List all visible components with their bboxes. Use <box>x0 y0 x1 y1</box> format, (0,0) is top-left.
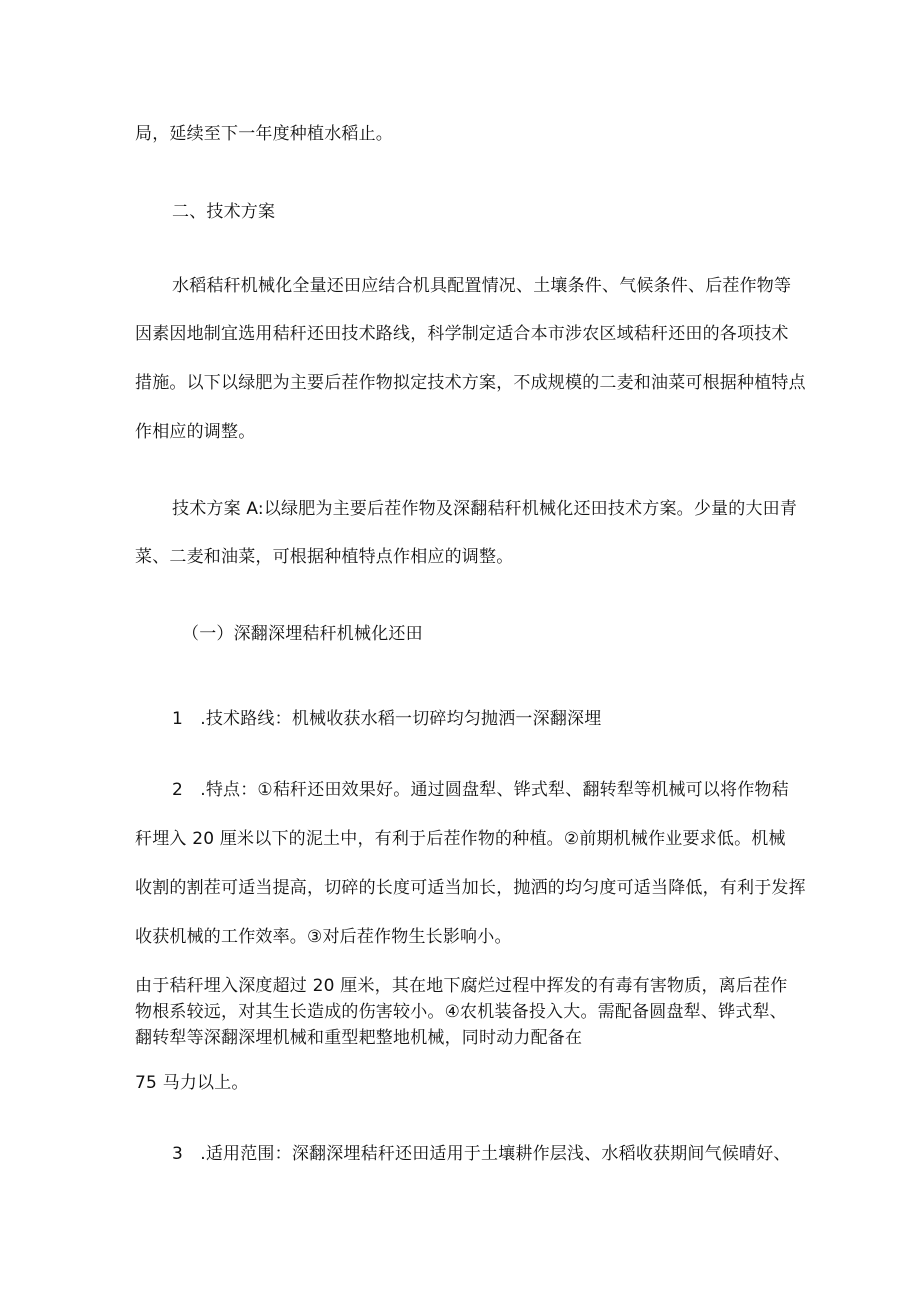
paragraph-line: 由于秸秆埋入深度超过 20 厘米，其在地下腐烂过程中挥发的有毒有害物质，离后茬作 <box>135 976 788 996</box>
paragraph-line: 因素因地制宜选用秸秆还田技术路线，科学制定适合本市涉农区域秸秆还田的各项技术 <box>135 324 789 344</box>
paragraph-line: 作相应的调整。 <box>135 422 256 442</box>
paragraph-line: 措施。以下以绿肥为主要后茬作物拟定技术方案，不成规模的二麦和油菜可根据种植特点 <box>135 373 806 393</box>
subheading-deep-plowing: （一）深翻深埋秸秆机械化还田 <box>182 624 423 644</box>
paragraph-line: 收获机械的工作效率。③对后茬作物生长影响小。 <box>135 927 512 947</box>
paragraph-line: 收割的割茬可适当提高，切碎的长度可适当加长，抛洒的均匀度可适当降低，有利于发挥 <box>135 878 806 898</box>
section-heading: 二、技术方案 <box>172 202 276 222</box>
paragraph-line: 技术方案 A:以绿肥为主要后茬作物及深翻秸秆机械化还田技术方案。少量的大田青 <box>172 499 798 519</box>
paragraph-line: 秆埋入 20 厘米以下的泥土中，有利于后茬作物的种植。②前期机械作业要求低。机械 <box>135 829 786 849</box>
paragraph-line: 菜、二麦和油菜，可根据种植特点作相应的调整。 <box>135 547 514 567</box>
paragraph-line: 2 .特点：①秸秆还田效果好。通过圆盘犁、铧式犁、翻转犁等机械可以将作物秸 <box>172 780 789 800</box>
paragraph-line: 翻转犁等深翻深埋机械和重型耙整地机械，同时动力配备在 <box>135 1028 583 1048</box>
paragraph-line: 物根系较远，对其生长造成的伤害较小。④农机装备投入大。需配备圆盘犁、铧式犁、 <box>135 1002 787 1022</box>
item-scope: 3 .适用范围：深翻深埋秸秆还田适用于土壤耕作层浅、水稻收获期间气候晴好、 <box>172 1144 791 1164</box>
item-features-tail: 75 马力以上。 <box>135 1073 249 1093</box>
continuation-line: 局，延续至下一年度种植水稻止。 <box>135 124 393 144</box>
item-technical-route: 1 .技术路线：机械收获水稻一切碎均匀抛洒一深翻深埋 <box>172 709 602 729</box>
paragraph-line: 水稻秸秆机械化全量还田应结合机具配置情况、土壤条件、气候条件、后茬作物等 <box>172 276 792 296</box>
